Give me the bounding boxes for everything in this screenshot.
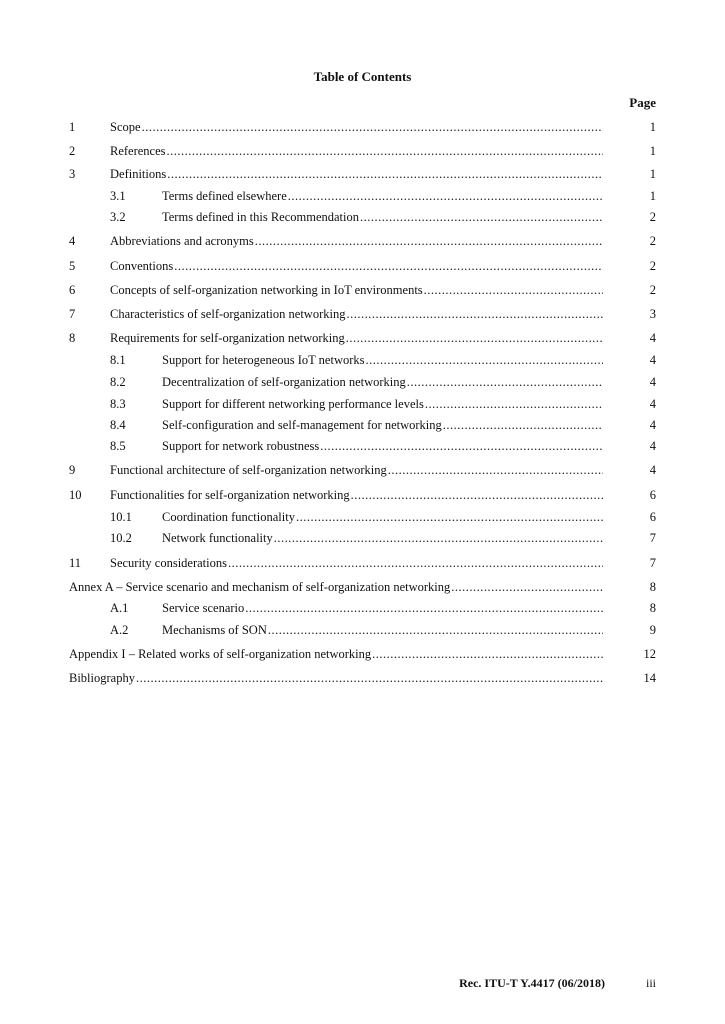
entry-number: A.2 xyxy=(110,623,129,637)
dot-leader xyxy=(296,509,603,525)
entry-page: 2 xyxy=(649,283,656,297)
entry-title: Support for different networking performance levels xyxy=(162,397,424,411)
dot-leader xyxy=(288,188,603,204)
entry-title: Service scenario xyxy=(162,601,245,615)
toc-entry-a-1[interactable] xyxy=(0,600,725,616)
entry-page: 7 xyxy=(649,556,656,570)
toc-entry-appendix-i[interactable] xyxy=(0,646,725,662)
toc-entry-8-4[interactable] xyxy=(0,417,725,433)
entry-page: 12 xyxy=(643,647,656,661)
entry-number: 10.2 xyxy=(110,531,132,545)
toc-entry-8-2[interactable] xyxy=(0,374,725,390)
entry-title: Network functionality xyxy=(162,531,273,545)
entry-page: 1 xyxy=(649,189,656,203)
entry-page: 2 xyxy=(649,210,656,224)
dot-leader xyxy=(366,352,603,368)
entry-number: 8 xyxy=(69,331,76,345)
dot-leader xyxy=(167,166,603,182)
entry-number: 6 xyxy=(69,283,76,297)
entry-page: 8 xyxy=(649,601,656,615)
entry-number: 7 xyxy=(69,307,76,321)
entry-page: 4 xyxy=(649,375,656,389)
entry-title: Bibliography xyxy=(69,671,135,685)
dot-leader xyxy=(372,646,603,662)
entry-number: 8.1 xyxy=(110,353,126,367)
entry-page: 4 xyxy=(649,418,656,432)
entry-title: Decentralization of self-organization networking xyxy=(162,375,406,389)
entry-page: 7 xyxy=(649,531,656,545)
toc-entry-concepts[interactable] xyxy=(0,282,725,298)
entry-page: 14 xyxy=(643,671,656,685)
toc-entry-8-3[interactable] xyxy=(0,396,725,412)
entry-number: 9 xyxy=(69,463,76,477)
entry-title: Annex A – Service scenario and mechanism of self-organization networking xyxy=(69,580,451,594)
toc-entry-10-2[interactable] xyxy=(0,530,725,546)
dot-leader xyxy=(268,622,603,638)
toc-entry-8-1[interactable] xyxy=(0,352,725,368)
toc-entry-a-2[interactable] xyxy=(0,622,725,638)
entry-title: Functional architecture of self-organization networking xyxy=(110,463,387,477)
toc-entry-8-5[interactable] xyxy=(0,438,725,454)
toc-entry-requirements[interactable] xyxy=(0,330,725,346)
entry-title: Concepts of self-organization networking in IoT environments xyxy=(110,283,423,297)
entry-title: Conventions xyxy=(110,259,174,273)
toc-title: Table of Contents xyxy=(313,69,412,84)
entry-number: 5 xyxy=(69,259,76,273)
dot-leader xyxy=(167,143,603,159)
toc-entry-definitions[interactable] xyxy=(0,166,725,182)
entry-page: 1 xyxy=(649,167,656,181)
dot-leader xyxy=(360,209,603,225)
entry-number: 1 xyxy=(69,120,76,134)
entry-page: 3 xyxy=(649,307,656,321)
entry-number: 2 xyxy=(69,144,76,158)
dot-leader xyxy=(228,555,603,571)
entry-page: 2 xyxy=(649,259,656,273)
entry-title: Terms defined elsewhere xyxy=(162,189,287,203)
entry-number: 4 xyxy=(69,234,76,248)
entry-page: 4 xyxy=(649,463,656,477)
entry-page: 4 xyxy=(649,397,656,411)
dot-leader xyxy=(174,258,603,274)
entry-title: Functionalities for self-organization networking xyxy=(110,488,350,502)
entry-title: Definitions xyxy=(110,167,167,181)
dot-leader xyxy=(136,670,603,686)
entry-page: 8 xyxy=(649,580,656,594)
entry-page: 1 xyxy=(649,120,656,134)
entry-number: A.1 xyxy=(110,601,129,615)
page-column-header: Page xyxy=(629,95,656,110)
entry-title: Support for heterogeneous IoT networks xyxy=(162,353,365,367)
dot-leader xyxy=(346,330,603,346)
dot-leader xyxy=(424,282,603,298)
entry-page: 9 xyxy=(649,623,656,637)
entry-number: 8.2 xyxy=(110,375,126,389)
entry-page: 6 xyxy=(649,510,656,524)
dot-leader xyxy=(274,530,603,546)
entry-title: References xyxy=(110,144,166,158)
entry-title: Scope xyxy=(110,120,141,134)
entry-title: Characteristics of self-organization networking xyxy=(110,307,346,321)
dot-leader xyxy=(351,487,603,503)
entry-title: Mechanisms of SON xyxy=(162,623,267,637)
entry-title: Security considerations xyxy=(110,556,227,570)
entry-title: Terms defined in this Recommendation xyxy=(162,210,359,224)
entry-number: 10 xyxy=(69,488,82,502)
entry-number: 8.4 xyxy=(110,418,126,432)
recommendation-id: Rec. ITU-T Y.4417 (06/2018) xyxy=(459,976,605,990)
toc-entry-conventions[interactable] xyxy=(0,258,725,274)
entry-page: 2 xyxy=(649,234,656,248)
page-number: iii xyxy=(645,976,656,990)
toc-entry-annex-a[interactable] xyxy=(0,579,725,595)
toc-entry-security[interactable] xyxy=(0,555,725,571)
entry-number: 8.3 xyxy=(110,397,126,411)
toc-entry-architecture[interactable] xyxy=(0,462,725,478)
dot-leader xyxy=(388,462,603,478)
dot-leader xyxy=(320,438,603,454)
entry-number: 8.5 xyxy=(110,439,126,453)
toc-entry-functionalities[interactable] xyxy=(0,487,725,503)
entry-page: 4 xyxy=(649,353,656,367)
entry-title: Requirements for self-organization networking xyxy=(110,331,345,345)
entry-title: Coordination functionality xyxy=(162,510,295,524)
entry-number: 3.2 xyxy=(110,210,126,224)
entry-number: 3.1 xyxy=(110,189,126,203)
dot-leader xyxy=(346,306,603,322)
entry-number: 3 xyxy=(69,167,76,181)
entry-page: 1 xyxy=(649,144,656,158)
entry-title: Abbreviations and acronyms xyxy=(110,234,254,248)
entry-title: Support for network robustness xyxy=(162,439,320,453)
toc-entry-abbreviations[interactable] xyxy=(0,233,725,249)
dot-leader xyxy=(425,396,603,412)
entry-page: 4 xyxy=(649,331,656,345)
entry-number: 11 xyxy=(69,556,82,570)
toc-entry-3-2[interactable] xyxy=(0,209,725,225)
toc-entry-scope[interactable] xyxy=(0,119,725,135)
entry-title: Appendix I – Related works of self-organization networking xyxy=(69,647,372,661)
entry-page: 6 xyxy=(649,488,656,502)
toc-entry-3-1[interactable] xyxy=(0,188,725,204)
toc-entry-10-1[interactable] xyxy=(0,509,725,525)
entry-page: 4 xyxy=(649,439,656,453)
dot-leader xyxy=(142,119,603,135)
toc-entry-characteristics[interactable] xyxy=(0,306,725,322)
toc-entry-bibliography[interactable] xyxy=(0,670,725,686)
dot-leader xyxy=(407,374,603,390)
toc-entry-references[interactable] xyxy=(0,143,725,159)
entry-title: Self-configuration and self-management for networking xyxy=(162,418,442,432)
entry-number: 10.1 xyxy=(110,510,132,524)
dot-leader xyxy=(443,417,603,433)
dot-leader xyxy=(451,579,603,595)
dot-leader xyxy=(255,233,603,249)
dot-leader xyxy=(245,600,603,616)
